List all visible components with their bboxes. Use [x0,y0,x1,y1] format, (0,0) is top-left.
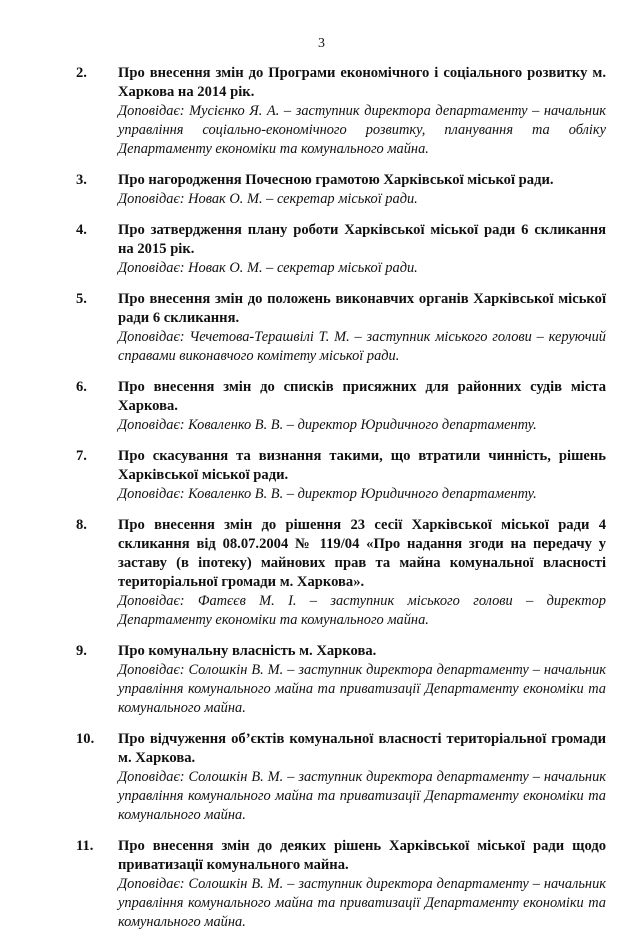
item-number: 11. [76,838,94,854]
item-title: Про внесення змін до деяких рішень Харківської міської ради щодо приватизації комунального майна. [118,838,606,873]
item-title: Про внесення змін до списків присяжних для районних судів міста Харкова. [118,379,606,414]
item-speaker: Доповідає: Коваленко В. В. – директор Юридичного департаменту. [118,417,537,433]
agenda-item [76,642,606,718]
item-speaker: Доповідає: Коваленко В. В. – директор Юридичного департаменту. [118,486,537,502]
agenda-item [76,171,606,209]
item-speaker: Доповідає: Мусієнко Я. А. – заступник директора департаменту – начальник управління соціально-економічного розвитку, планування та обліку Департаменту економіки та комунального майна. [118,103,606,157]
agenda-item [76,447,606,504]
item-title: Про затвердження плану роботи Харківської міської ради 6 скликання на 2015 рік. [118,222,606,257]
item-title: Про скасування та визнання такими, що втратили чинність, рішень Харківської міської ради. [118,448,606,483]
item-title: Про відчуження об’єктів комунальної власності територіальної громади м. Харкова. [118,731,606,766]
item-speaker: Доповідає: Новак О. М. – секретар міської ради. [118,191,418,207]
item-number: 2. [76,65,87,81]
item-number: 8. [76,517,87,533]
item-body [118,447,606,504]
item-title: Про внесення змін до положень виконавчих органів Харківської міської ради 6 скликання. [118,291,606,326]
page-number: 3 [318,36,325,51]
item-number: 7. [76,448,87,464]
agenda-list [76,64,606,944]
item-title: Про нагородження Почесною грамотою Харківської міської ради. [118,172,554,188]
item-number: 9. [76,643,87,659]
item-body [118,290,606,366]
item-body [118,516,606,630]
agenda-item [76,221,606,278]
item-body [118,730,606,825]
agenda-item [76,730,606,825]
item-number: 10. [76,731,95,747]
item-title: Про внесення змін до рішення 23 сесії Харківської міської ради 4 скликання від 08.07.2004 № 119/04 «Про надання згоди на передачу у заставу (в іпотеку) майнових прав та майна комунальної власності територіальної громади м. Харкова». [118,517,606,590]
item-speaker: Доповідає: Солошкін В. М. – заступник директора департаменту – начальник управління комунального майна та приватизації Департаменту економіки та комунального майна. [118,662,606,716]
item-number: 4. [76,222,87,238]
item-speaker: Доповідає: Фатєєв М. І. – заступник міського голови – директор Департаменту економіки та комунального майна. [118,593,606,628]
item-speaker: Доповідає: Чечетова-Терашвілі Т. М. – заступник міського голови – керуючий справами виконавчого комітету міської ради. [118,329,606,364]
agenda-item [76,837,606,932]
item-title: Про внесення змін до Програми економічного і соціального розвитку м. Харкова на 2014 рік. [118,65,606,100]
item-speaker: Доповідає: Новак О. М. – секретар міської ради. [118,260,418,276]
agenda-item [76,516,606,630]
item-body [118,171,606,209]
item-body [118,378,606,435]
item-number: 3. [76,172,87,188]
item-number: 5. [76,291,87,307]
item-body [118,221,606,278]
agenda-item [76,64,606,159]
item-speaker: Доповідає: Солошкін В. М. – заступник директора департаменту – начальник управління комунального майна та приватизації Департаменту економіки та комунального майна. [118,876,606,930]
item-speaker: Доповідає: Солошкін В. М. – заступник директора департаменту – начальник управління комунального майна та приватизації Департаменту економіки та комунального майна. [118,769,606,823]
item-body [118,64,606,159]
item-number: 6. [76,379,87,395]
agenda-item [76,378,606,435]
item-title: Про комунальну власність м. Харкова. [118,643,377,659]
item-body [118,837,606,932]
item-body [118,642,606,718]
agenda-item [76,290,606,366]
